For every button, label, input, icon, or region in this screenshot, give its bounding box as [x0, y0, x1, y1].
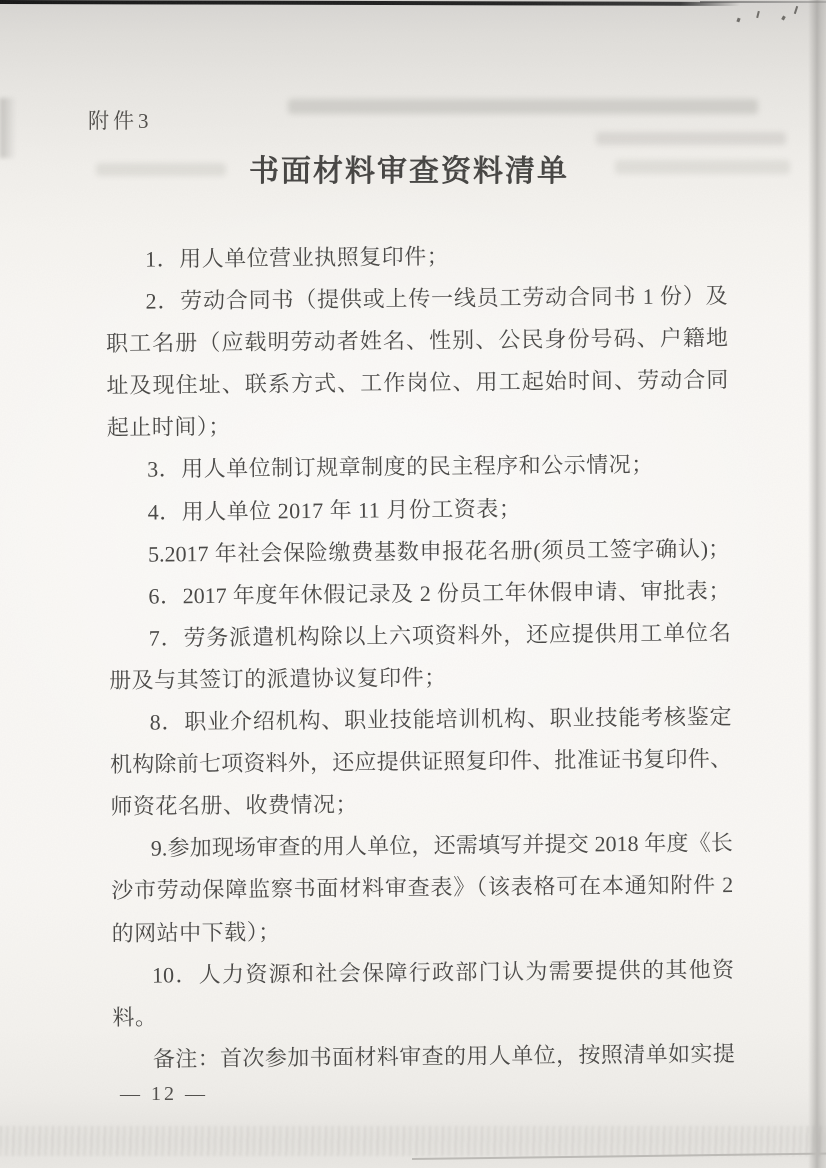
document-line: 7．劳务派遣机构除以上六项资料外，还应提供用工单位名 — [148, 619, 731, 651]
scan-artifact-dust — [756, 11, 760, 18]
document-line: 沙市劳动保障监察书面材料审查表》（该表格可在本通知附件 2 — [111, 872, 734, 904]
document-line: 的网站中下载）； — [111, 918, 281, 946]
document-line: 师资花名册、收费情况； — [110, 791, 359, 820]
document-line: 机构除前七项资料外，还应提供证照复印件、批准证书复印件、 — [109, 746, 733, 778]
document-line: 2．劳动合同书（提供或上传一线员工劳动合同书 1 份）及 — [145, 283, 728, 314]
document-line: 1．用人单位营业执照复印件； — [145, 243, 450, 272]
document-body — [105, 233, 735, 1081]
document-line: 6．2017 年度年休假记录及 2 份员工年休假申请、审批表； — [148, 577, 731, 609]
scan-artifact-right-edge — [808, 0, 826, 1168]
scan-artifact-dust — [736, 18, 740, 23]
scan-artifact-top-edge — [0, 0, 740, 6]
document-line: 5.2017 年社会保险缴费基数申报花名册(须员工签字确认)； — [147, 535, 731, 567]
attachment-label: 附件3 — [88, 109, 153, 133]
document-line: 职工名册（应载明劳动者姓名、性别、公民身份号码、户籍地 — [105, 325, 729, 357]
document-line: 9.参加现场审查的用人单位，还需填写并提交 2018 年度《长 — [150, 830, 733, 861]
document-line: 备注：首次参加书面材料审查的用人单位，按照清单如实提 — [152, 1040, 735, 1072]
scan-artifact-dust — [781, 16, 786, 21]
scan-artifact-left-smudge — [0, 98, 16, 158]
scan-artifact-bleedthrough — [288, 99, 758, 114]
scan-artifact-dust — [794, 6, 798, 14]
page-number: — 12 — — [120, 1083, 208, 1105]
scan-artifact-bleedthrough — [596, 132, 786, 145]
document-line: 料。 — [112, 1004, 158, 1030]
scan-artifact-bleedthrough — [615, 160, 790, 174]
document-line: 址及现住址、联系方式、工作岗位、用工起始时间、劳动合同 — [106, 367, 729, 399]
document-line: 10．人力资源和社会保障行政部门认为需要提供的其他资 — [151, 956, 735, 988]
document-line: 8．职业介绍机构、职业技能培训机构、职业技能考核鉴定 — [149, 704, 732, 735]
scan-artifact-bottom-band — [0, 1126, 826, 1156]
document-line: 3．用人单位制订规章制度的民主程序和公示情况； — [147, 452, 654, 483]
document-line: 册及与其签订的派遣协议复印件； — [109, 664, 447, 693]
scan-artifact-bleedthrough — [96, 163, 226, 176]
document-line: 起止时间）； — [106, 414, 231, 441]
document-title: 书面材料审查资料清单 — [249, 155, 569, 188]
document-line: 4．用人单位 2017 年 11 月份工资表； — [147, 495, 522, 525]
